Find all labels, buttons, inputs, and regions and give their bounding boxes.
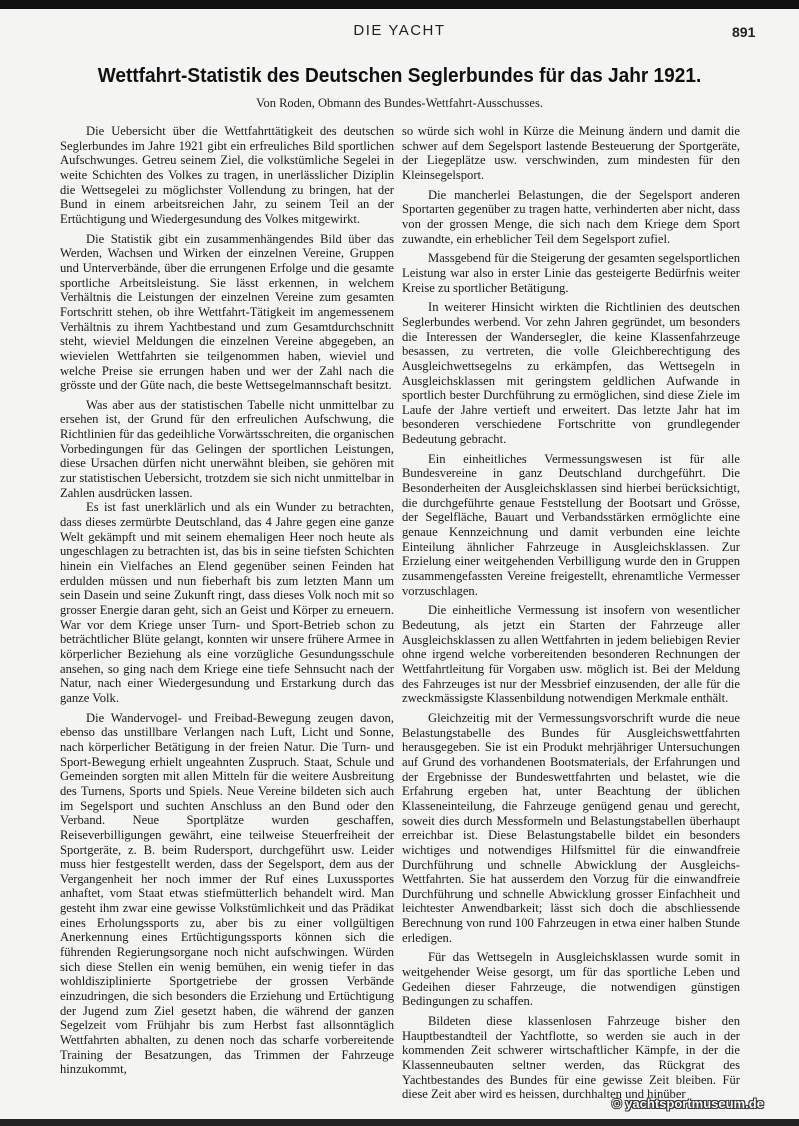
running-head: DIE YACHT	[353, 22, 446, 39]
paragraph: Ein einheitliches Vermessungswesen ist für alle Bundesvereine in ganz Deutschland durchgeführt. Die Besonderheiten der Ausgleichsklassen sind hierbei berücksichtigt, die durchgeführte genaue Feststellung der Bootsart und Grösse, der Segelfläche, Bauart und Verbandsstärken ermöglichte eine genaue Kennzeichnung und damit verbunden eine leichte Einteilung ähnlicher Fahrzeuge in Ausgleichsklassen. Zur Erzielung einer weitgehenden Verbilligung wurde den in Gruppen zusammengefassten Vereine freigestellt, ehrenamtliche Vermesser vorzuschlagen.	[402, 451, 740, 598]
paragraph: Bildeten diese klassenlosen Fahrzeuge bisher den Hauptbestandteil der Yachtflotte, so werden sie auch in der kommenden Zeit schwerer wirtschaftlicher Kämpfe, in der die Klassenneubauten seltner werden, das Rückgrat des Yachtbestandes des Bundes für eine gewisse Zeit bleiben. Für diese Zeit aber wird es heissen, durchhalten und hinüber	[402, 1014, 740, 1102]
paragraph: Für das Wettsegeln in Ausgleichsklassen wurde somit in weitgehender Weise gesorgt, um für das sportliche Leben und Gedeihen dieser Fahrzeuge, die notwendigen günstigen Bedingungen zu schaffen.	[402, 950, 740, 1009]
paragraph: Es ist fast unerklärlich und als ein Wunder zu betrachten, dass dieses zermürbte Deutschland, das 4 Jahre gegen eine ganze Welt gekämpft und mit seinem ehemaligen Heer noch heute als ungeschlagen zu betrachten ist, das bis in seine tiefsten Schichten hinein ein Vielfaches an Elend gegenüber seinen Feinden hat erdulden müssen und nun fieberhaft bis zum letzten Mann um sein Dasein und seine Zukunft ringt, dass dieses Volk noch mit so grosser Energie daran geht, sich an Geist und Körper zu erneuern. War vor dem Kriege unser Turn- und Sport-Betrieb schon zu beträchtlicher Blüte gelangt, konnten wir unsere frühere Armee in körperlicher Beziehung als eine vorzügliche Gesundungsschule ansehen, so ging nach dem Kriege eine tiefe Sehnsucht nach der Natur, nach einer Wiedergesundung und Erstarkung durch das ganze Volk.	[60, 500, 394, 705]
paragraph: Die Uebersicht über die Wettfahrttätigkeit des deutschen Seglerbundes im Jahre 1921 gibt ein erfreuliches Bild sportlichen Aufschwunges. Getreu seinem Ziel, die volkstümliche Segelei in weite Schichten des Volkes zu tragen, in unerlässlicher Diziplin die Wettsegelei zu möglichster Vollendung zu bringen, hat der Bund in einem arbeitsreichen Jahr, zu seinem Teil an der Ertüchtigung und Wiedergesundung des Volkes mitgewirkt.	[60, 124, 394, 226]
article-byline: Von Roden, Obmann des Bundes-Wettfahrt-Ausschusses.	[256, 96, 543, 110]
paragraph: Die Wandervogel- und Freibad-Bewegung zeugen davon, ebenso das unstillbare Verlangen nach Luft, Licht und Sonne, nach körperlicher Betätigung in der freien Natur. Die Turn- und Sport-Bewegung erhielt ungeahnten Zuspruch. Staat, Schule und Gemeinden sorgten mit allen Mitteln für die weitere Ausbreitung des Turnens, Sports und Spiels. Neue Vereine bildeten sich auch im Segelsport und suchten Anschluss an den Bund oder den Verband. Neue Sportplätze wurden geschaffen, Reiseverbilligungen gewährt, eine teilweise Steuerfreiheit der Sportgeräte, z. B. beim Rudersport, durchgeführt usw. Leider muss hier festgestellt werden, dass der Segelsport, dem aus der Vergangenheit her noch immer der Ruf eines Luxussportes anhaftet, vom Staat etwas stiefmütterlich behandelt wird. Man gesteht ihm zwar eine gewisse Volkstümlichkeit und das Prädikat eines Erholungssports zu, aber bis zu einer vollgültigen Anerkennung eines Ertüchtigungssports können sich die führenden Regierungsorgane noch nicht aufschwingen. Würden sich diese Stellen ein wenig bemühen, ein wenig tiefer in das wohldisziplinierte Sportgetriebe der grossen Verbände einzudringen, die sich besonders die Erziehung und Ertüchtigung der Jugend zum Ziel gesetzt haben, die während der ganzen Segelzeit vom Frühjahr bis zum Herbst fast allsonntäglich Wettfahrten abhalten, zu denen noch das scharfe vorbereitende Training der Besatzungen, das Trimmen der Fahrzeuge hinzukommt,	[60, 710, 394, 1077]
paragraph: Gleichzeitig mit der Vermessungsvorschrift wurde die neue Belastungstabelle des Bundes für Ausgleichswettfahrten herausgegeben. Sie ist ein Produkt mehrjähriger Untersuchungen auf Grund des vorhandenen Bootsmaterials, der Erfahrungen und der Ergebnisse der Bundeswettfahrten und belastet, wie die Erfahrung ergeben hat, unter Beachtung der üblichen Klasseneinteilung, die Fahrzeuge genügend genau und gerecht, soweit dies durch Messformeln und Belastungstabellen überhaupt erreichbar ist. Diese Belastungstabelle bildet ein besonders wichtiges und notwendiges Hilfsmittel für die einwandfreie Durchführung und schnelle Abwicklung der Ausgleichs-Wettfahrten. Sie hat ausserdem den Vorzug für die einwandfreie Durchführung und schnelle Abwicklung grosser Einfachheit und leichtester Anwendbarkeit; lässt sich doch die abschliessende Berechnung von rund 100 Fahrzeugen in etwa einer halben Stunde erledigen.	[402, 710, 740, 945]
right-column	[402, 124, 740, 1107]
paragraph: Die einheitliche Vermessung ist insofern von wesentlicher Bedeutung, als jetzt ein Starten der Fahrzeuge aller Ausgleichsklassen zu allen Wettfahrten in jedem beliebigen Revier ohne irgend welche vorbereitenden besonderen Rechnungen der Wettfahrtleitung für Vorgaben usw. möglich ist. Bei der Meldung des Fahrzeuges ist nur der Messbrief einzusenden, der alle für die zweckmässigste Klassenbildung notwendigen Merkmale enthält.	[402, 603, 740, 706]
paragraph: Massgebend für die Steigerung der gesamten segelsportlichen Leistung war also in erster Linie das gesteigerte Bedürfnis weiter Kreise zu sportlicher Betätigung.	[402, 251, 740, 295]
page-number: 891	[732, 24, 756, 40]
paragraph: Die Statistik gibt ein zusammenhängendes Bild über das Werden, Wachsen und Wirken der einzelnen Vereine, Gruppen und Unterverbände, über die errungenen Erfolge und die gesamte sportliche Arbeitsleistung. Sie lässt erkennen, in welchem Verhältnis die Leistungen der einzelnen Vereine zum gesamten Fortschritt stehen, ob ihre Wettfahrt-Tätigkeit im angemessenem Verhältnis zu ihrem Yachtbestand und zum Gesamtdurchschnitt steht, wieviel Meldungen die einzelnen Vereine abgegeben, an wievielen Wettfahrten sie teilgenommen haben, wieviel und welche Preise sie errungen haben und wer der Zahl nach die grösste und der Güte nach, die beste Wettsegelmannschaft besitzt.	[60, 231, 394, 393]
paragraph: In weiterer Hinsicht wirkten die Richtlinien des deutschen Seglerbundes werbend. Vor zehn Jahren gegründet, um besonders die Interessen der Wandersegler, die keine Klassenfahrzeuge besassen, zu vertreten, die volle Gleichberechtigung des Ausgleichwettsegelns zu erkämpfen, das Wettsegeln in Ausgleichsklassen mit geringstem geldlichen Aufwande in sportlich bester Durchführung zu ermöglichen, sind diese Ziele im Laufe der Jahre vertieft und erweitert. Das letzte Jahr hat im besonderen verschiedene Fortschritte von grundlegender Bedeutung gebracht.	[402, 300, 740, 447]
article-title: Wettfahrt-Statistik des Deutschen Seglerbundes für das Jahr 1921.	[97, 64, 702, 87]
left-column	[60, 124, 394, 1082]
scan-edge-top	[0, 0, 799, 9]
paragraph: Was aber aus der statistischen Tabelle nicht unmittelbar zu ersehen ist, der Grund für den erfreulichen Aufschwung, die Richtlinien für das gedeihliche Vorwärtsschreiten, die organischen Vorbedingungen für das Gelingen der sportlichen Leistungen, diese Ursachen dürfen nicht unerwähnt bleiben, sie gehören mit zur statistischen Uebersicht, trotzdem sie sich nicht unmittelbar in Zahlen ausdrücken lassen.	[60, 397, 394, 500]
paragraph: so würde sich wohl in Kürze die Meinung ändern und damit die schwer auf dem Segelsport lastende Besteuerung der Sportgeräte, der Liegeplätze usw. verschwinden, zum mindesten für den Kleinsegelsport.	[402, 124, 740, 182]
paragraph: Die mancherlei Belastungen, die der Segelsport anderen Sportarten gegenüber zu tragen hatte, verhinderten aber nicht, dass von der grossen Menge, die sich nach dem Kriege dem Sport zuwandte, ein erheblicher Teil dem Segelsport zufiel.	[402, 187, 740, 246]
scan-edge-bottom	[0, 1119, 799, 1126]
watermark: © yachtsportmuseum.de	[612, 1096, 764, 1111]
